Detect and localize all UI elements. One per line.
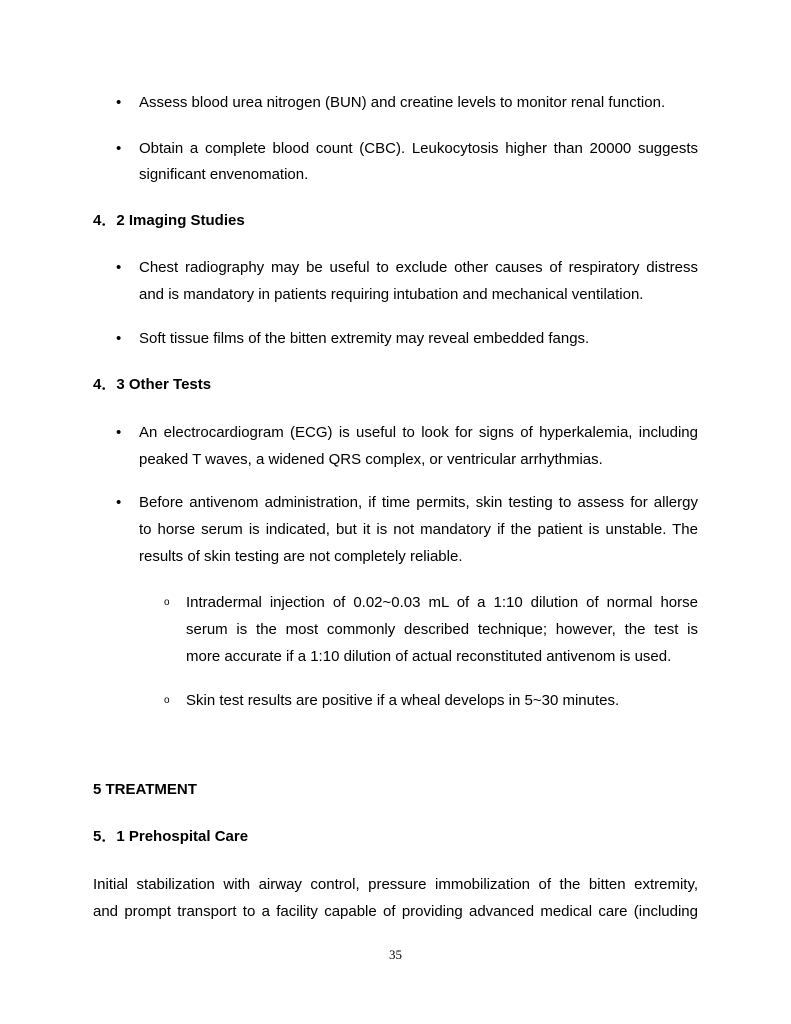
bullet-text-line: Before antivenom administration, if time permits, skin testing to assess for allergy xyxy=(139,494,698,511)
bullet-text-line: Assess blood urea nitrogen (BUN) and creatine levels to monitor renal function. xyxy=(139,94,666,111)
section-heading-imaging-studies: 4．2 Imaging Studies xyxy=(93,212,245,229)
bullet-text-line: Soft tissue films of the bitten extremity may reveal embedded fangs. xyxy=(139,330,590,347)
bullet-marker: • xyxy=(116,494,122,511)
bullet-text-line: peaked T waves, a widened QRS complex, or ventricular arrhythmias. xyxy=(139,451,603,468)
bullet-marker: • xyxy=(116,424,122,441)
bullet-text-line: An electrocardiogram (ECG) is useful to look for signs of hyperkalemia, including xyxy=(139,424,698,441)
section-heading-treatment: 5 TREATMENT xyxy=(93,781,197,798)
page-number: 35 xyxy=(389,947,402,962)
section-heading-other-tests: 4．3 Other Tests xyxy=(93,376,212,393)
subbullet-text-line: more accurate if a 1:10 dilution of actual reconstituted antivenom is used. xyxy=(186,648,672,665)
bullet-marker: • xyxy=(116,94,122,111)
bullet-text-line: to horse serum is indicated, but it is not mandatory if the patient is unstable. The xyxy=(139,521,698,538)
subbullet-marker: o xyxy=(164,597,170,608)
paragraph-text-line: and prompt transport to a facility capable of providing advanced medical care (including xyxy=(93,903,698,920)
bullet-marker: • xyxy=(116,140,122,157)
subbullet-text-line: serum is the most commonly described technique; however, the test is xyxy=(186,621,698,638)
subbullet-text-line: Intradermal injection of 0.02~0.03 mL of a 1:10 dilution of normal horse xyxy=(186,594,698,611)
subbullet-text-line: Skin test results are positive if a wheal develops in 5~30 minutes. xyxy=(186,692,620,709)
subbullet-marker: o xyxy=(164,695,170,706)
bullet-text-line: Obtain a complete blood count (CBC). Leukocytosis higher than 20000 suggests xyxy=(139,140,698,157)
bullet-text-line: significant envenomation. xyxy=(139,166,309,183)
bullet-text-line: Chest radiography may be useful to exclude other causes of respiratory distress xyxy=(139,259,698,276)
bullet-text-line: and is mandatory in patients requiring intubation and mechanical ventilation. xyxy=(139,286,644,303)
bullet-marker: • xyxy=(116,330,122,347)
bullet-text-line: results of skin testing are not completely reliable. xyxy=(139,548,463,565)
paragraph-text-line: Initial stabilization with airway control, pressure immobilization of the bitten extremity, xyxy=(93,876,698,893)
section-heading-prehospital-care: 5．1 Prehospital Care xyxy=(93,828,249,845)
bullet-marker: • xyxy=(116,259,122,276)
